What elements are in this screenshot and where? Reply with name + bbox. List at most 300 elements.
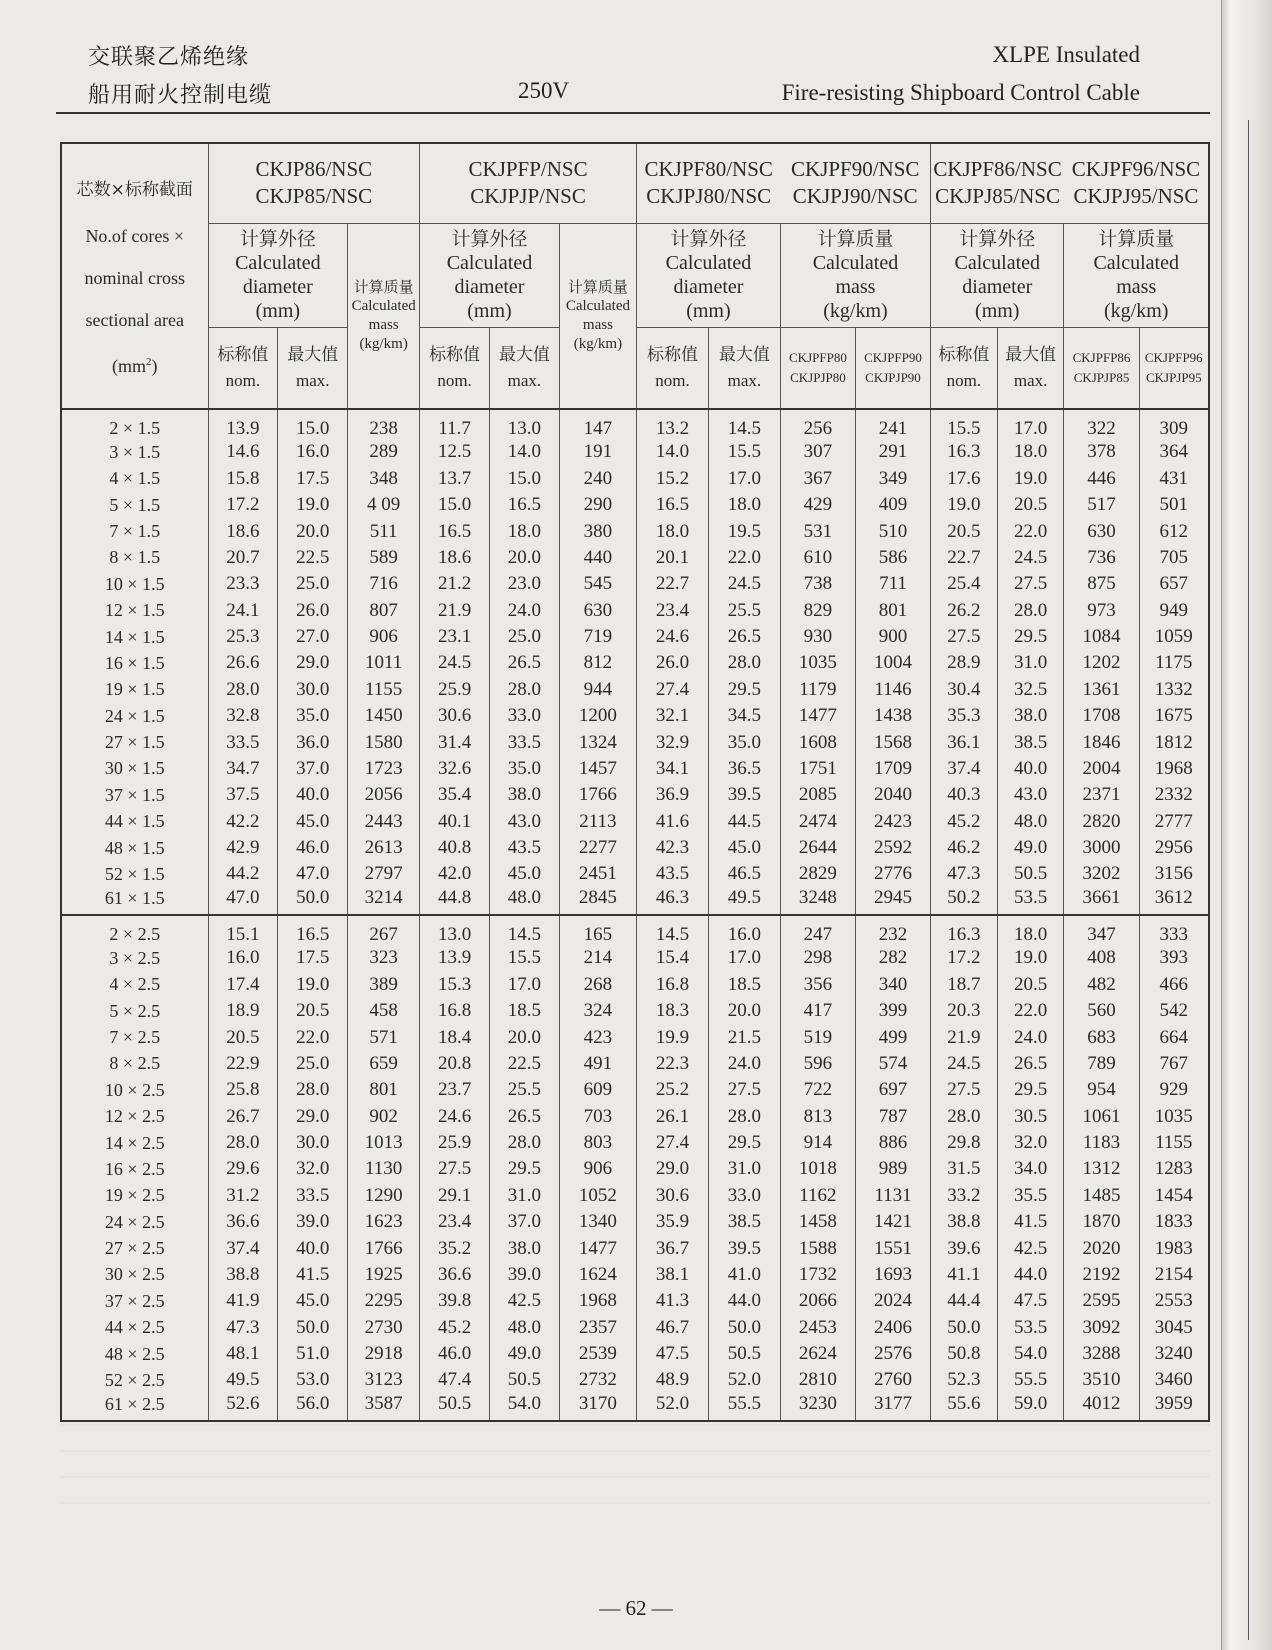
value-cell: 389 [348,971,420,997]
value-cell: 322 [1064,409,1139,439]
value-cell: 1708 [1064,703,1139,729]
value-cell: 22.0 [997,518,1064,544]
value-cell: 1568 [855,729,930,755]
bleed-through-shadow [60,1424,1210,1524]
value-cell: 542 [1139,998,1209,1024]
value-cell: 1059 [1139,623,1209,649]
nom-header-2: 标称值 nom. [420,327,490,409]
value-cell: 1551 [855,1235,930,1261]
table-row [61,1182,1209,1208]
value-cell: 323 [348,945,420,971]
value-cell: 36.7 [637,1235,709,1261]
value-cell: 267 [348,915,420,945]
value-cell: 41.5 [997,1209,1064,1235]
value-cell: 25.8 [208,1077,278,1103]
size-cell: 48 × 1.5 [61,834,208,860]
value-cell: 16.5 [420,518,490,544]
value-cell: 41.0 [708,1261,780,1287]
value-cell: 393 [1139,945,1209,971]
value-cell: 25.5 [708,597,780,623]
value-cell: 2154 [1139,1261,1209,1287]
value-cell: 29.0 [637,1156,709,1182]
value-cell: 719 [559,623,636,649]
value-cell: 482 [1064,971,1139,997]
table-row [61,1077,1209,1103]
value-cell: 1709 [855,755,930,781]
value-cell: 1968 [559,1288,636,1314]
value-cell: 3460 [1139,1367,1209,1393]
value-cell: 3123 [348,1367,420,1393]
cores-header-cn: 芯数×标称截面 [76,180,193,200]
value-cell: 30.6 [420,703,490,729]
value-cell: 25.0 [489,623,559,649]
value-cell: 30.6 [637,1182,709,1208]
value-cell: 24.0 [708,1050,780,1076]
value-cell: 510 [855,518,930,544]
value-cell: 191 [559,439,636,465]
value-cell: 46.5 [708,861,780,887]
table-row [61,1340,1209,1366]
value-cell: 47.5 [637,1340,709,1366]
table-row [61,998,1209,1024]
value-cell: 35.3 [931,703,998,729]
value-cell: 813 [780,1103,855,1129]
value-cell: 3156 [1139,861,1209,887]
table-row [61,1050,1209,1076]
value-cell: 886 [855,1129,930,1155]
value-cell: 3230 [780,1393,855,1421]
value-cell: 1624 [559,1261,636,1287]
value-cell: 1179 [780,676,855,702]
value-cell: 22.7 [931,544,998,570]
table-row [61,1367,1209,1393]
value-cell: 409 [855,492,930,518]
value-cell: 26.0 [278,597,348,623]
size-cell: 8 × 1.5 [61,544,208,570]
size-cell: 19 × 2.5 [61,1182,208,1208]
value-cell: 37.0 [489,1209,559,1235]
value-cell: 39.6 [931,1235,998,1261]
value-cell: 15.0 [278,409,348,439]
table-row [61,409,1209,439]
table-row [61,1024,1209,1050]
value-cell: 29.5 [997,623,1064,649]
value-cell: 807 [348,597,420,623]
value-cell: 13.9 [208,409,278,439]
value-cell: 630 [559,597,636,623]
value-cell: 27.5 [997,571,1064,597]
value-cell: 906 [348,623,420,649]
size-cell: 27 × 1.5 [61,729,208,755]
page-number: — 62 — [599,1596,673,1620]
value-cell: 2553 [1139,1288,1209,1314]
value-cell: 54.0 [489,1393,559,1421]
value-cell: 347 [1064,915,1139,945]
value-cell: 16.0 [708,915,780,945]
value-cell: 26.5 [489,650,559,676]
value-cell: 52.0 [637,1393,709,1421]
value-cell: 47.4 [420,1367,490,1393]
table-row [61,1103,1209,1129]
value-cell: 47.3 [931,861,998,887]
value-cell: 20.5 [278,998,348,1024]
value-cell: 14.5 [708,409,780,439]
value-cell: 722 [780,1077,855,1103]
value-cell: 612 [1139,518,1209,544]
value-cell: 1035 [780,650,855,676]
value-cell: 2295 [348,1288,420,1314]
value-cell: 12.5 [420,439,490,465]
value-cell: 26.5 [708,623,780,649]
value-cell: 458 [348,998,420,1024]
value-cell: 501 [1139,492,1209,518]
table-row [61,1129,1209,1155]
value-cell: 1846 [1064,729,1139,755]
value-cell: 18.0 [489,518,559,544]
value-cell: 46.0 [278,834,348,860]
value-cell: 37.5 [208,782,278,808]
value-cell: 28.0 [997,597,1064,623]
value-cell: 28.0 [708,1103,780,1129]
value-cell: 36.1 [931,729,998,755]
value-cell: 291 [855,439,930,465]
value-cell: 17.2 [931,945,998,971]
value-cell: 19.9 [637,1024,709,1050]
value-cell: 15.5 [489,945,559,971]
value-cell: 2732 [559,1367,636,1393]
value-cell: 38.8 [208,1261,278,1287]
value-cell: 18.9 [208,998,278,1024]
value-cell: 1477 [559,1235,636,1261]
table-row [61,676,1209,702]
value-cell: 42.2 [208,808,278,834]
value-cell: 20.0 [489,544,559,570]
value-cell: 39.0 [489,1261,559,1287]
value-cell: 1283 [1139,1156,1209,1182]
value-cell: 47.3 [208,1314,278,1340]
value-cell: 630 [1064,518,1139,544]
value-cell: 32.6 [420,755,490,781]
value-cell: 49.5 [708,887,780,915]
value-cell: 517 [1064,492,1139,518]
size-cell: 2 × 2.5 [61,915,208,945]
value-cell: 23.3 [208,571,278,597]
max-header-4: 最大值 max. [997,327,1064,409]
value-cell: 3248 [780,887,855,915]
value-cell: 30.5 [997,1103,1064,1129]
value-cell: 333 [1139,915,1209,945]
value-cell: 15.5 [708,439,780,465]
value-cell: 29.1 [420,1182,490,1208]
value-cell: 29.5 [708,676,780,702]
value-cell: 378 [1064,439,1139,465]
value-cell: 21.5 [708,1024,780,1050]
value-cell: 23.4 [420,1209,490,1235]
value-cell: 19.0 [278,971,348,997]
value-cell: 44.4 [931,1288,998,1314]
value-cell: 14.5 [489,915,559,945]
table-row [61,465,1209,491]
size-cell: 27 × 2.5 [61,1235,208,1261]
value-cell: 43.0 [489,808,559,834]
value-cell: 50.5 [708,1340,780,1366]
value-cell: 48.0 [489,1314,559,1340]
value-cell: 609 [559,1077,636,1103]
value-cell: 33.5 [208,729,278,755]
size-cell: 52 × 2.5 [61,1367,208,1393]
value-cell: 17.5 [278,945,348,971]
value-cell: 16.5 [278,915,348,945]
value-cell: 1084 [1064,623,1139,649]
value-cell: 703 [559,1103,636,1129]
value-cell: 42.3 [637,834,709,860]
value-cell: 3510 [1064,1367,1139,1393]
value-cell: 446 [1064,465,1139,491]
value-cell: 39.5 [708,782,780,808]
value-cell: 50.5 [997,861,1064,887]
value-cell: 560 [1064,998,1139,1024]
value-cell: 1983 [1139,1235,1209,1261]
table-row [61,1314,1209,1340]
value-cell: 16.5 [489,492,559,518]
value-cell: 1200 [559,703,636,729]
value-cell: 29.6 [208,1156,278,1182]
value-cell: 49.0 [997,834,1064,860]
value-cell: 20.3 [931,998,998,1024]
value-cell: 22.0 [997,998,1064,1024]
table-row [61,597,1209,623]
value-cell: 20.0 [708,998,780,1024]
value-cell: 34.7 [208,755,278,781]
value-cell: 18.3 [637,998,709,1024]
value-cell: 24.5 [997,544,1064,570]
section-1-5mm [61,409,1209,915]
value-cell: 38.1 [637,1261,709,1287]
value-cell: 25.0 [278,1050,348,1076]
size-cell: 37 × 1.5 [61,782,208,808]
value-cell: 2810 [780,1367,855,1393]
value-cell: 1723 [348,755,420,781]
value-cell: 364 [1139,439,1209,465]
value-cell: 2357 [559,1314,636,1340]
value-cell: 53.5 [997,887,1064,915]
value-cell: 1588 [780,1235,855,1261]
value-cell: 1580 [348,729,420,755]
value-cell: 19.0 [278,492,348,518]
value-cell: 3170 [559,1393,636,1421]
value-cell: 28.0 [708,650,780,676]
value-cell: 1130 [348,1156,420,1182]
value-cell: 19.0 [931,492,998,518]
value-cell: 26.0 [637,650,709,676]
value-cell: 28.0 [931,1103,998,1129]
value-cell: 48.1 [208,1340,278,1366]
value-cell: 423 [559,1024,636,1050]
value-cell: 1332 [1139,676,1209,702]
value-cell: 2845 [559,887,636,915]
value-cell: 2371 [1064,782,1139,808]
value-cell: 47.0 [208,887,278,915]
value-cell: 13.7 [420,465,490,491]
value-cell: 18.6 [208,518,278,544]
value-cell: 37.4 [931,755,998,781]
value-cell: 24.0 [489,597,559,623]
value-cell: 17.5 [278,465,348,491]
value-cell: 18.4 [420,1024,490,1050]
table-row [61,1156,1209,1182]
model-group-2: CKJPFP/NSC CKJPJP/NSC [420,143,637,223]
value-cell: 50.5 [489,1367,559,1393]
value-cell: 17.0 [489,971,559,997]
size-cell: 24 × 1.5 [61,703,208,729]
size-cell: 44 × 1.5 [61,808,208,834]
value-cell: 1454 [1139,1182,1209,1208]
value-cell: 1146 [855,676,930,702]
value-cell: 1155 [348,676,420,702]
value-cell: 20.5 [208,1024,278,1050]
value-cell: 3959 [1139,1393,1209,1421]
value-cell: 240 [559,465,636,491]
value-cell: 55.5 [708,1393,780,1421]
value-cell: 44.2 [208,861,278,887]
value-cell: 29.0 [278,1103,348,1129]
value-cell: 18.6 [420,544,490,570]
value-cell: 43.5 [637,861,709,887]
value-cell: 875 [1064,571,1139,597]
value-cell: 511 [348,518,420,544]
value-cell: 35.0 [489,755,559,781]
value-cell: 33.5 [278,1182,348,1208]
header-title-cn-line2: 船用耐火控制电缆 [88,83,273,108]
cores-column-header [61,143,208,409]
value-cell: 1732 [780,1261,855,1287]
value-cell: 33.5 [489,729,559,755]
table-row [61,623,1209,649]
value-cell: 18.7 [931,971,998,997]
table-row [61,1288,1209,1314]
value-cell: 45.2 [931,808,998,834]
table-row [61,808,1209,834]
value-cell: 2539 [559,1340,636,1366]
value-cell: 39.0 [278,1209,348,1235]
value-cell: 31.4 [420,729,490,755]
nom-header-4: 标称值 nom. [931,327,998,409]
max-header-1: 最大值 max. [278,327,348,409]
value-cell: 15.1 [208,915,278,945]
size-cell: 30 × 1.5 [61,755,208,781]
value-cell: 1018 [780,1156,855,1182]
value-cell: 716 [348,571,420,597]
value-cell: 2820 [1064,808,1139,834]
size-cell: 8 × 2.5 [61,1050,208,1076]
value-cell: 1675 [1139,703,1209,729]
table-row [61,1393,1209,1421]
value-cell: 2592 [855,834,930,860]
value-cell: 17.0 [708,945,780,971]
size-cell: 61 × 1.5 [61,887,208,915]
value-cell: 41.3 [637,1288,709,1314]
value-cell: 36.5 [708,755,780,781]
value-cell: 52.0 [708,1367,780,1393]
value-cell: 408 [1064,945,1139,971]
value-cell: 44.8 [420,887,490,915]
value-cell: 20.5 [931,518,998,544]
value-cell: 31.0 [489,1182,559,1208]
table-row [61,729,1209,755]
value-cell: 20.1 [637,544,709,570]
value-cell: 2332 [1139,782,1209,808]
value-cell: 2453 [780,1314,855,1340]
value-cell: 43.0 [997,782,1064,808]
value-cell: 27.4 [637,676,709,702]
value-cell: 738 [780,571,855,597]
value-cell: 949 [1139,597,1209,623]
value-cell: 3240 [1139,1340,1209,1366]
table-row [61,544,1209,570]
value-cell: 55.6 [931,1393,998,1421]
value-cell: 2624 [780,1340,855,1366]
value-cell: 35.9 [637,1209,709,1235]
value-cell: 24.5 [931,1050,998,1076]
value-cell: 659 [348,1050,420,1076]
value-cell: 54.0 [997,1340,1064,1366]
value-cell: 31.0 [997,650,1064,676]
value-cell: 571 [348,1024,420,1050]
value-cell: 20.0 [489,1024,559,1050]
value-cell: 40.0 [278,1235,348,1261]
value-cell: 32.1 [637,703,709,729]
value-cell: 37.0 [278,755,348,781]
value-cell: 23.7 [420,1077,490,1103]
value-cell: 431 [1139,465,1209,491]
value-cell: 39.8 [420,1288,490,1314]
value-cell: 30.0 [278,1129,348,1155]
value-cell: 697 [855,1077,930,1103]
value-cell: 801 [855,597,930,623]
type-header-2: CKJPFP90 CKJPJP90 [855,327,930,409]
value-cell: 801 [348,1077,420,1103]
table-row [61,439,1209,465]
value-cell: 929 [1139,1077,1209,1103]
table-row [61,1209,1209,1235]
value-cell: 28.0 [489,676,559,702]
table-row [61,703,1209,729]
size-cell: 7 × 2.5 [61,1024,208,1050]
value-cell: 944 [559,676,636,702]
value-cell: 19.5 [708,518,780,544]
value-cell: 42.5 [489,1288,559,1314]
value-cell: 11.7 [420,409,490,439]
value-cell: 241 [855,409,930,439]
cores-header-en2: nominal cross [84,268,185,288]
header-voltage: 250V [518,78,570,103]
value-cell: 2613 [348,834,420,860]
value-cell: 812 [559,650,636,676]
value-cell: 28.0 [208,676,278,702]
value-cell: 1013 [348,1129,420,1155]
size-cell: 12 × 1.5 [61,597,208,623]
value-cell: 256 [780,409,855,439]
value-cell: 2829 [780,861,855,887]
value-cell: 38.8 [931,1209,998,1235]
value-cell: 17.6 [931,465,998,491]
value-cell: 27.5 [708,1077,780,1103]
value-cell: 20.7 [208,544,278,570]
value-cell: 13.0 [420,915,490,945]
header-title-en-line2: Fire-resisting Shipboard Control Cable [781,80,1140,105]
value-cell: 1870 [1064,1209,1139,1235]
header-title-cn-line1: 交联聚乙烯绝缘 [88,45,250,70]
